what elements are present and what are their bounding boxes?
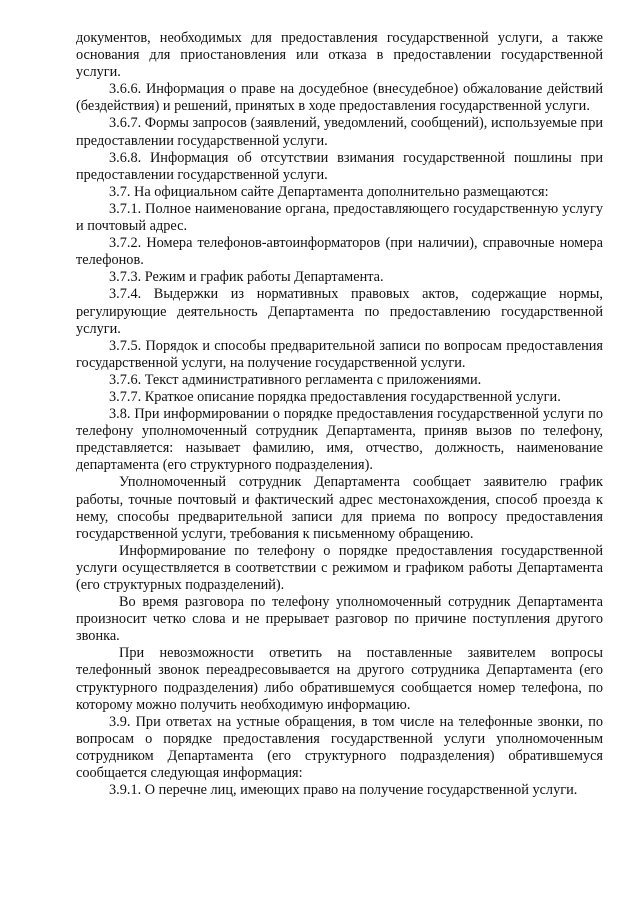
paragraph-3-7-2: 3.7.2. Номера телефонов-автоинформаторов (при наличии), справочные номера телефонов.: [76, 235, 603, 269]
paragraph-3-6-7: 3.6.7. Формы запросов (заявлений, уведомлений, сообщений), используемые при предоставлении государственной услуги.: [76, 115, 603, 149]
paragraph-3-7-4: 3.7.4. Выдержки из нормативных правовых актов, содержащие нормы, регулирующие деятельность Департамента по предоставлению государственной услуги.: [76, 286, 603, 337]
paragraph-operator-info: Уполномоченный сотрудник Департамента сообщает заявителю график работы, точные почтовый и фактический адрес местонахождения, способ проезда к нему, способы предварительной записи для приема по вопросу предоставления государственной услуги, требования к письменному обращению.: [76, 474, 603, 542]
paragraph-3-9: 3.9. При ответах на устные обращения, в том числе на телефонные звонки, по вопросам о порядке предоставления государственной услуги уполномоченным сотрудником Департамента (его структурного подразделения) обратившемуся сообщается следующая информация:: [76, 713, 603, 782]
paragraph-conversation: Во время разговора по телефону уполномоченный сотрудник Департамента произносит четко слова и не прерывает разговор по причине поступления другого звонка.: [76, 594, 603, 645]
paragraph-3-9-1: 3.9.1. О перечне лиц, имеющих право на получение государственной услуги.: [109, 782, 578, 799]
paragraph-3-7: 3.7. На официальном сайте Департамента дополнительно размещаются:: [109, 183, 549, 200]
paragraph-continuation: документов, необходимых для предоставления государственной услуги, а также основания для приостановления или отказа в предоставлении государственной услуги.: [76, 30, 603, 81]
paragraph-3-7-6: 3.7.6. Текст административного регламента с приложениями.: [109, 371, 482, 388]
paragraph-3-7-1: 3.7.1. Полное наименование органа, предоставляющего государственную услугу и почтовый адрес.: [76, 200, 603, 235]
paragraph-redirect: При невозможности ответить на поставленные заявителем вопросы телефонный звонок переадресовывается на другого сотрудника Департамента (его структурного подразделения) либо обратившемуся сообщается номер телефона, по которому можно получить необходимую информацию.: [76, 645, 603, 713]
paragraph-3-7-5: 3.7.5. Порядок и способы предварительной записи по вопросам предоставления государственной услуги, на получение государственной услуги.: [76, 337, 603, 371]
paragraph-3-7-7: 3.7.7. Краткое описание порядка предоставления государственной услуги.: [109, 388, 561, 405]
paragraph-3-6-6: 3.6.6. Информация о праве на досудебное (внесудебное) обжалование действий (бездействия) и решений, принятых в ходе предоставления государственной услуги.: [76, 81, 603, 115]
paragraph-phone-schedule: Информирование по телефону о порядке предоставления государственной услуги осуществляется в соответствии с режимом и графиком работы Департамента (его структурных подразделений).: [76, 542, 603, 593]
paragraph-3-6-8: 3.6.8. Информация об отсутствии взимания государственной пошлины при предоставлении государственной услуги.: [76, 149, 603, 183]
paragraph-3-7-3: 3.7.3. Режим и график работы Департамента.: [109, 269, 384, 286]
paragraph-3-8: 3.8. При информировании о порядке предоставления государственной услуги по телефону уполномоченный сотрудник Департамента, приняв вызов по телефону, представляется: называет фамилию, имя, отчество, должность, наименование департамента (его структурного подразделения).: [76, 406, 603, 474]
